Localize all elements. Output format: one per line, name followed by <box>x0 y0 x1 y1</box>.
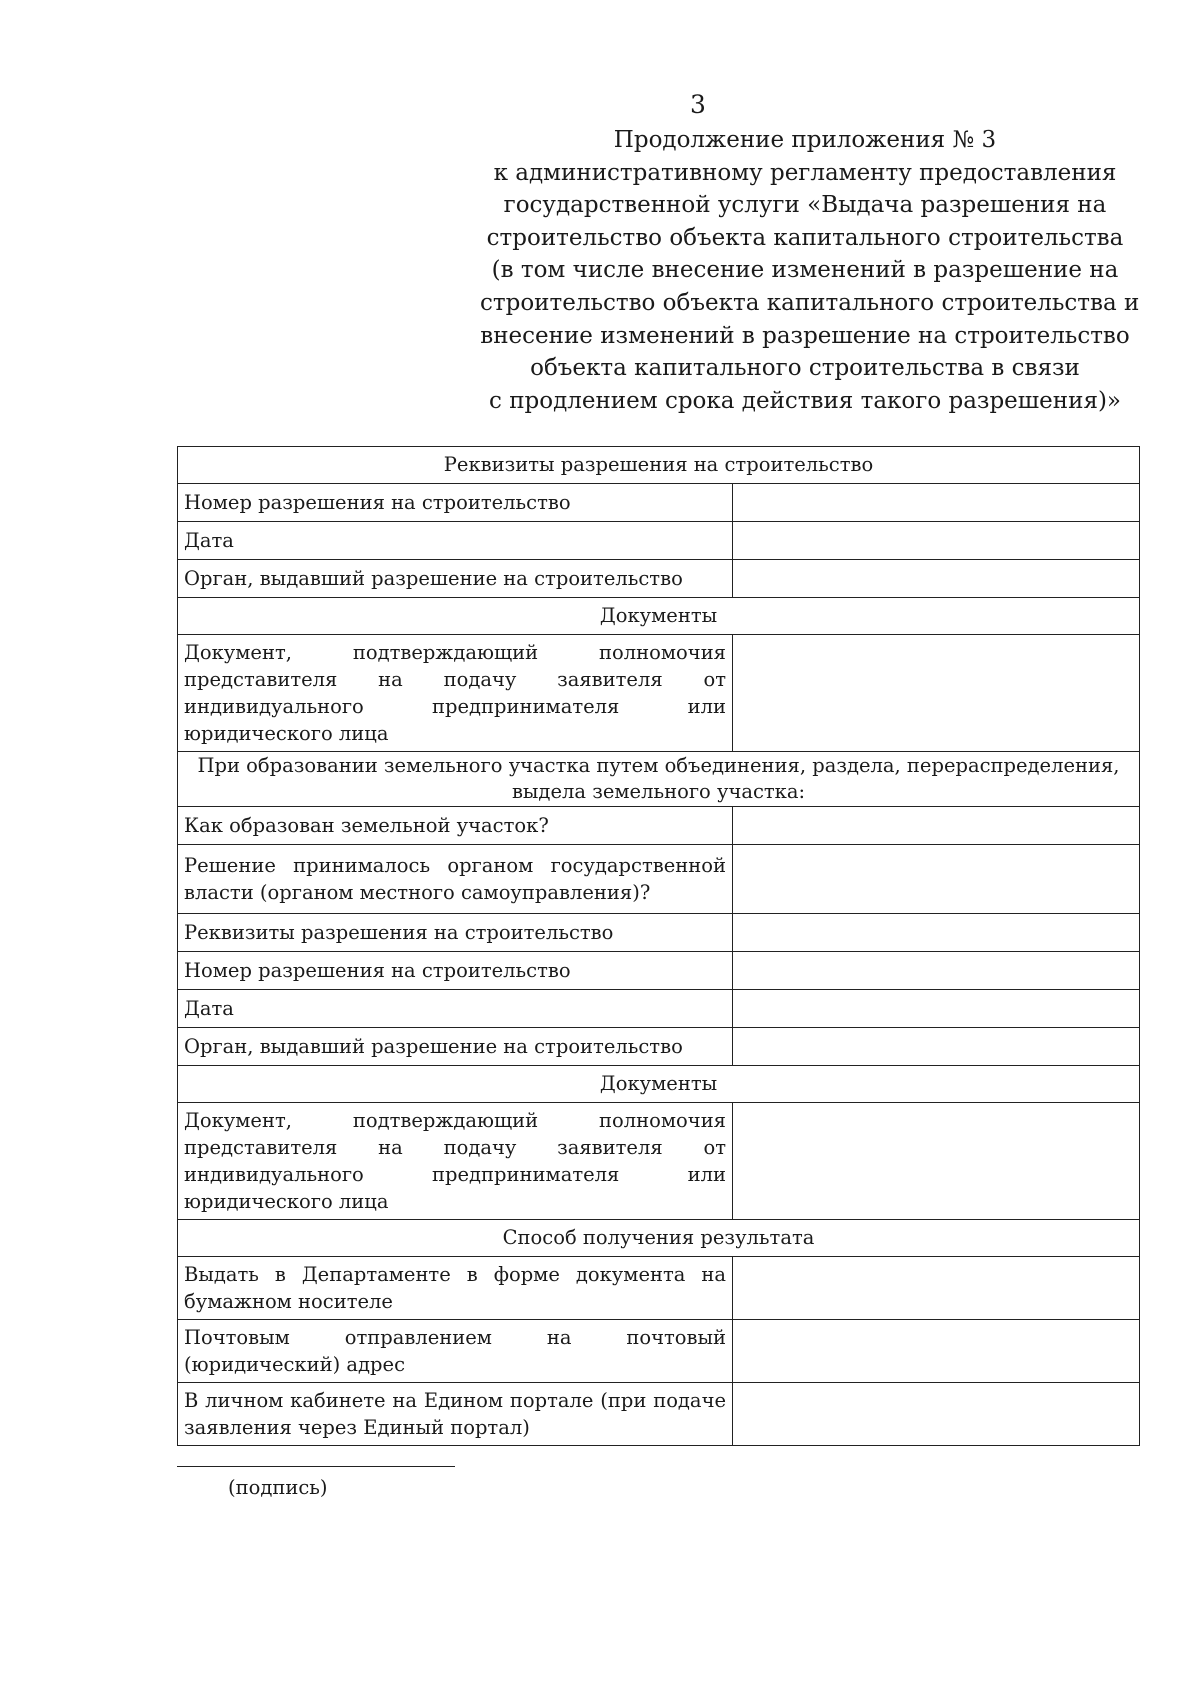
land-formed-label: Как образован земельной участок? <box>178 807 733 845</box>
appendix-heading-line: внесение изменений в разрешение на строительство <box>480 322 1130 349</box>
permit-details-label-2: Реквизиты разрешения на строительство <box>178 914 733 952</box>
table-row <box>178 914 1140 952</box>
issuing-authority-field-2[interactable] <box>733 1028 1140 1066</box>
appendix-heading-line: строительство объекта капитального строительства <box>486 224 1124 251</box>
permit-details-header: Реквизиты разрешения на строительство <box>178 447 1140 484</box>
permit-number-field[interactable] <box>733 484 1140 522</box>
result-method-header: Способ получения результата <box>178 1220 1140 1257</box>
result-department-label: Выдать в Департаменте в форме документа на бумажном носителе <box>178 1257 733 1320</box>
appendix-heading-line: объекта капитального строительства в связи <box>530 355 1080 382</box>
issuing-authority-field[interactable] <box>733 560 1140 598</box>
authority-document-label: Документ, подтверждающий полномочия представителя на подачу заявителя от индивидуального предпринимателя или юридического лица <box>178 635 733 752</box>
documents-header-2: Документы <box>178 1066 1140 1103</box>
table-row <box>178 447 1140 484</box>
appendix-heading-line: к административному регламенту предоставления <box>493 159 1117 186</box>
appendix-heading-line: с продлением срока действия такого разрешения)» <box>489 387 1121 414</box>
page-number: 3 <box>690 90 706 119</box>
issuing-authority-label: Орган, выдавший разрешение на строительство <box>178 560 733 598</box>
table-row <box>178 1220 1140 1257</box>
result-portal-label: В личном кабинете на Едином портале (при подаче заявления через Единый портал) <box>178 1383 733 1446</box>
table-row <box>178 522 1140 560</box>
result-department-field[interactable] <box>733 1257 1140 1320</box>
table-row <box>178 1066 1140 1103</box>
table-row <box>178 635 1140 752</box>
table-row <box>178 952 1140 990</box>
authority-document-field-2[interactable] <box>733 1103 1140 1220</box>
application-form-table <box>177 446 1140 1446</box>
date-label-2: Дата <box>178 990 733 1028</box>
decision-field[interactable] <box>733 845 1140 914</box>
permit-details-field-2[interactable] <box>733 914 1140 952</box>
table-row <box>178 1383 1140 1446</box>
land-formed-field[interactable] <box>733 807 1140 845</box>
result-post-field[interactable] <box>733 1320 1140 1383</box>
decision-label: Решение принималось органом государственной власти (органом местного самоуправления)? <box>178 845 733 914</box>
date-field[interactable] <box>733 522 1140 560</box>
authority-document-label-2: Документ, подтверждающий полномочия представителя на подачу заявителя от индивидуального предпринимателя или юридического лица <box>178 1103 733 1220</box>
result-post-label: Почтовым отправлением на почтовый (юридический) адрес <box>178 1320 733 1383</box>
date-field-2[interactable] <box>733 990 1140 1028</box>
table-row <box>178 1257 1140 1320</box>
permit-number-label: Номер разрешения на строительство <box>178 484 733 522</box>
signature-caption: (подпись) <box>228 1476 328 1499</box>
appendix-heading-line: (в том числе внесение изменений в разрешение на <box>491 257 1119 284</box>
permit-number-label-2: Номер разрешения на строительство <box>178 952 733 990</box>
table-row <box>178 1028 1140 1066</box>
appendix-heading-line: государственной услуги «Выдача разрешения на <box>503 192 1107 219</box>
documents-header: Документы <box>178 598 1140 635</box>
appendix-heading <box>480 124 1140 417</box>
table-row <box>178 560 1140 598</box>
appendix-heading-line: Продолжение приложения № 3 <box>613 127 997 153</box>
appendix-heading-line: строительство объекта капитального строительства и <box>480 289 1140 316</box>
land-plot-header: При образовании земельного участка путем объединения, раздела, перераспределения, выдела земельного участка: <box>178 752 1140 807</box>
signature-line[interactable] <box>177 1466 455 1467</box>
table-row <box>178 1320 1140 1383</box>
date-label: Дата <box>178 522 733 560</box>
table-row <box>178 990 1140 1028</box>
table-row <box>178 807 1140 845</box>
result-portal-field[interactable] <box>733 1383 1140 1446</box>
authority-document-field[interactable] <box>733 635 1140 752</box>
table-row <box>178 752 1140 807</box>
permit-number-field-2[interactable] <box>733 952 1140 990</box>
table-row <box>178 598 1140 635</box>
table-row <box>178 1103 1140 1220</box>
table-row <box>178 845 1140 914</box>
issuing-authority-label-2: Орган, выдавший разрешение на строительство <box>178 1028 733 1066</box>
table-row <box>178 484 1140 522</box>
